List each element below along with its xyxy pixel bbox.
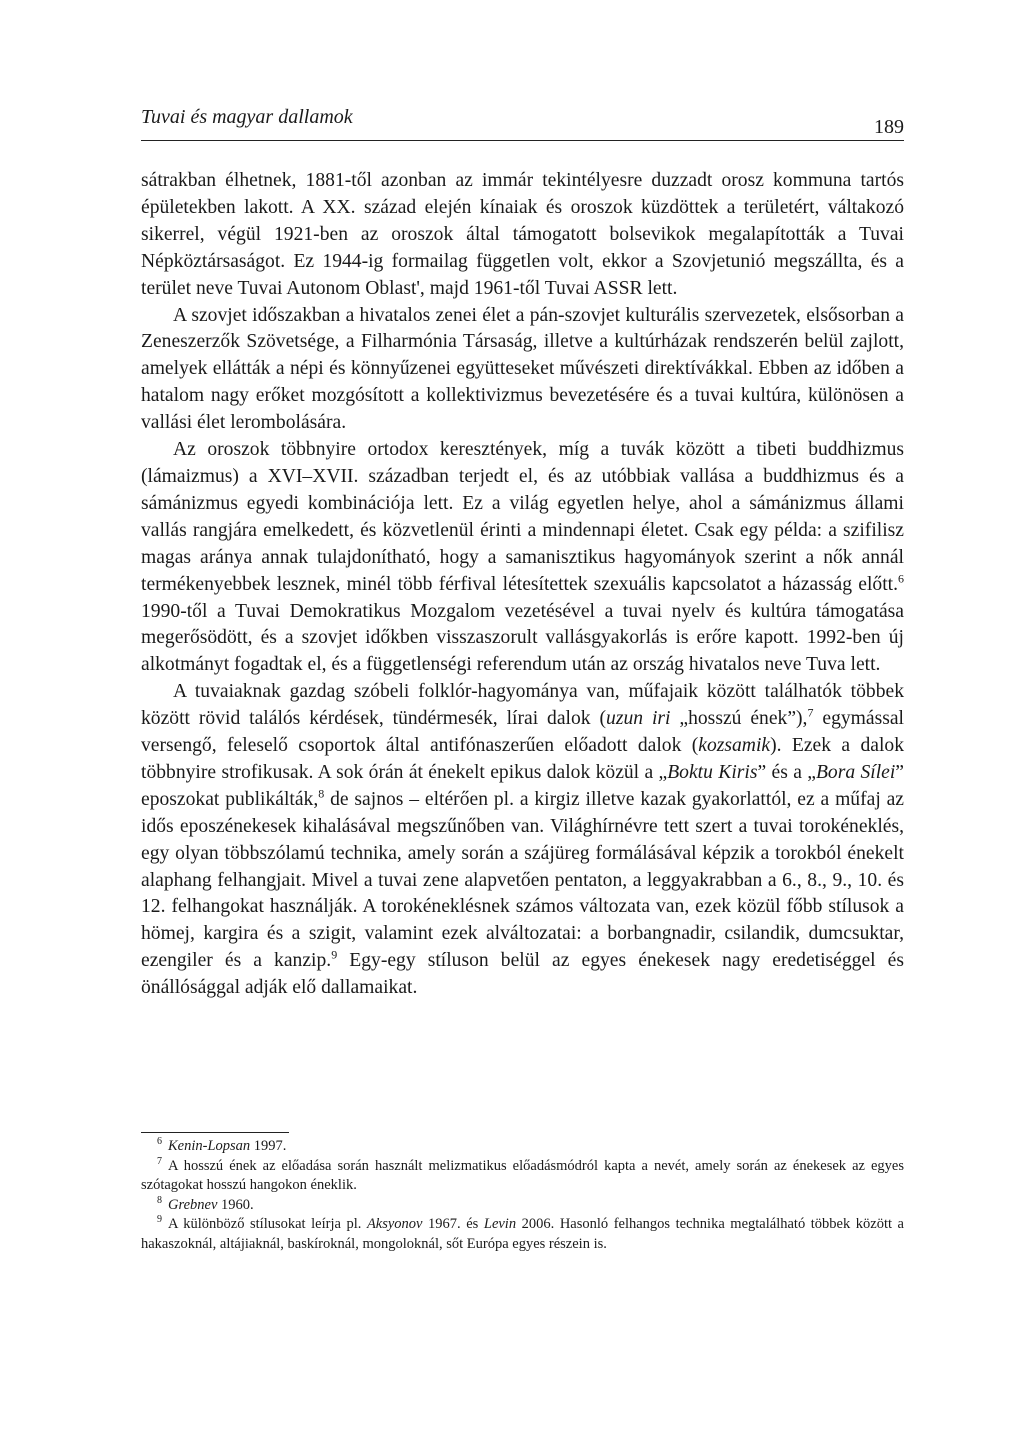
page-number: 189 [874,116,904,138]
text-run: 2006. Hasonló felhangos technika megtalálható többek között a hakaszoknál, altájiaknál, baskíroknál, mongoloknál, sőt Európa egyes részein is. [141,1216,904,1252]
italic-text: Bora Sílei [815,761,896,783]
text-run: Az oroszok többnyire ortodox keresztények, míg a tuvák között a tibeti buddhizmus (lámaizmus) a XVI–XVII. században terjedt el, és az utóbbiak vallása a buddhizmus és a sámánizmus egyedi kombinációja lett. Ez a világ egyetlen helye, ahol a sámánizmus állami vallás rangjára emelkedett, és közvetlenül érinti a mindennapi életet. Csak egy példa: a szifilisz magas aránya annak tulajdonítható, hogy a samanisztikus hagyományok szerint a nők annál termékenyebbek lesznek, minél több férfival létesítettek szexuális kapcsolatot a házasság előtt. [141,439,904,595]
footnote-reference: 6 [898,571,904,586]
text-run: A különböző stílusokat leírja pl. [168,1216,367,1232]
paragraph [141,303,904,438]
text-run: ). Ezek a dalok többnyire strofikusak. A sok órán át énekelt epikus dalok közül a „ [141,735,904,783]
text-run: sátrakban élhetnek, 1881-től azonban az immár tekintélyesre duzzadt orosz kommuna tartós épületekben lakott. A XX. század elején kínaiak és oroszok küzdöttek a területért, váltakozó sikerrel, végül 1921-ben az oroszok által támogatott bolsevikok megalapították a Tuvai Népköztársaságot. Ez 1944-ig formailag független volt, ekkor a Szovjetunió megszállta, és a terület neve Tuvai Autonom Oblast', majd 1961-től Tuvai ASSR lett. [141,170,904,299]
text-run: ” és a „ [757,761,816,783]
running-head [141,106,904,141]
text-run: ” eposzokat publikálták, [141,761,904,810]
footnote-number: 7 [157,1155,162,1167]
italic-text: Aksyonov [366,1216,423,1232]
text-run: „hosszú ének”), [670,708,808,730]
italic-text: Boktu Kiris [667,761,758,783]
footnote-number: 8 [157,1194,162,1206]
footnote [141,1196,904,1216]
text-run: de sajnos – eltérően pl. a kirgiz illetve kazak gyakorlattól, ez a műfaj az idős eposzénekesek kihalásával megszűnőben van. Világhírnévre tett szert a tuvai torokéneklés, egy olyan többszólamú technika, amely során a szájüreg formálásával képzik a torokból énekelt alaphang felhangjait. Mivel a tuvai zene alapvetően pentaton, a leggyakrabban a 6., 8., 9., 10. és 12. felhangokat használják. A torokéneklésnek számos változata van, ezek közül főbb stílusok a hömej, kargira és a szigit, valamint ezek alváltozatai: a borbangnadir, csilandik, dumcsuktar, ezengiler és a kanzip. [141,788,905,972]
footnote [141,1137,904,1157]
text-run: Egy-egy stíluson belül az egyes énekesek nagy eredetiséggel és önállósággal adják elő dallamaikat. [141,950,905,999]
footnote-reference: 9 [331,947,338,962]
footnote [141,1215,904,1254]
italic-text: Grebnev [168,1196,218,1213]
body-text [141,168,904,1002]
footnote-reference: 8 [318,786,325,801]
italic-text: Levin [483,1216,517,1232]
italic-text: uzun iri [606,708,671,730]
text-run: 1960. [217,1196,254,1213]
footnote-reference: 7 [807,705,814,720]
text-run: A tuvaiaknak gazdag szóbeli folklór-hagyománya van, műfajaik között találhatók többek között rövid találós kérdések, tündérmesék, lírai dalok ( [141,681,904,730]
italic-text: kozsamik [698,735,771,757]
footnote-number: 6 [157,1136,162,1148]
text-run: 1997. [250,1138,287,1154]
footnote-number: 9 [157,1214,162,1226]
text-run: 1967. és [422,1216,484,1232]
italic-text: Kenin-Lopsan [168,1138,251,1154]
text-run: A szovjet időszakban a hivatalos zenei élet a pán-szovjet kulturális szervezetek, elsősorban a Zeneszerzők Szövetsége, a Filharmónia Társaság, illetve a kultúrházak rendszerén belül zajlott, amelyek ellátták a népi és könnyűzenei együtteseket művészeti direktívákkal. Ebben az időben a hatalom nagy erőket mozgósított a kollektivizmus bevezetésére és a tuvai kultúra, különösen a vallási élet lerombolására. [141,304,904,434]
paragraph [141,437,904,679]
text-run: 1990-től a Tuvai Demokratikus Mozgalom vezetésével a tuvai nyelv és kultúra támogatása megerősödött, és a szovjet időkben visszaszorult vallásgyakorlás is erőre kapott. 1992-ben új alkotmányt fogadtak el, és a függetlenségi referendum után az ország hivatalos neve Tuva lett. [141,600,904,676]
text-run: A hosszú ének az előadása során használt melizmatikus előadásmódról kapta a nevét, amely során az énekesek az egyes szótagokat hosszú hangokon éneklik. [141,1157,904,1193]
paragraph [141,168,904,303]
footnotes [141,1137,904,1254]
running-head-title: Tuvai és magyar dallamok [141,106,353,128]
text-run: egymással versengő, feleselő csoportok által antifónaszerűen előadott dalok ( [141,708,904,757]
paragraph [141,679,904,1002]
footnote-divider [141,1132,289,1133]
footnote [141,1157,904,1196]
